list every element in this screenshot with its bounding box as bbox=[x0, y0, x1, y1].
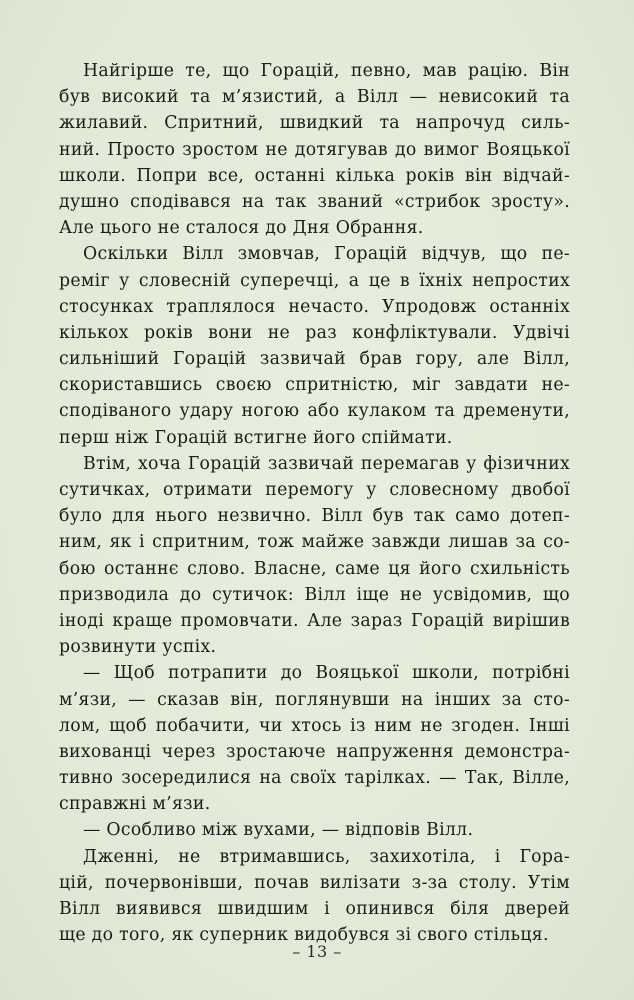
text-line: жилавий. Спритний, швидкий та напрочуд силь- bbox=[59, 113, 570, 134]
text-line: душно сподівався на так званий «стрибок зросту». bbox=[59, 191, 570, 212]
text-line: Втім, хоча Горацій зазвичай перемагав у фізичних bbox=[83, 453, 570, 474]
text-line: — Щоб потрапити до Вояцької школи, потрібні bbox=[83, 663, 570, 684]
text-line: ще до того, як суперник видобувся зі свого стільця. bbox=[59, 925, 549, 946]
text-line: скориставшись своєю спритністю, міг завдати не- bbox=[59, 375, 570, 396]
text-line: ний. Просто зростом не дотягував до вимог Вояцької bbox=[59, 139, 570, 160]
text-line: перш ніж Горацій встигне його спіймати. bbox=[59, 427, 453, 448]
page-number: – 13 – bbox=[292, 942, 342, 961]
body-text bbox=[59, 58, 570, 948]
text-line: сильніший Горацій зазвичай брав гору, але Вілл, bbox=[59, 349, 570, 370]
text-line: вихованці через зростаюче напруження демонстра- bbox=[59, 741, 570, 762]
text-line: був високий та м’язистий, а Вілл — невисокий та bbox=[59, 87, 570, 108]
text-line: — Особливо між вухами, — відповів Вілл. bbox=[83, 820, 474, 841]
text-line: цій, почервонівши, почав вилізати з-за столу. Утім bbox=[59, 872, 570, 893]
text-line: було для нього незвично. Вілл був так само дотеп- bbox=[59, 506, 570, 527]
paragraph-5 bbox=[83, 817, 570, 843]
text-line: Але цього не сталося до Дня Обрання. bbox=[59, 218, 424, 239]
text-line: кількох років вони не раз конфліктували. Удвічі bbox=[59, 322, 570, 343]
text-line: сутичках, отримати перемогу у словесному двобої bbox=[59, 480, 570, 500]
text-line: тивно зосередилися на своїх тарілках. — Так, Вілле, bbox=[59, 768, 570, 789]
text-line: бою останнє слово. Власне, саме ця його схильність bbox=[59, 558, 570, 579]
paragraph-2 bbox=[59, 241, 570, 451]
text-line: сподіваного удару ногою або кулаком та дременути, bbox=[59, 401, 570, 422]
paragraph-6 bbox=[59, 844, 570, 949]
text-line: м’язи, — сказав він, поглянувши на інших за сто- bbox=[59, 689, 570, 710]
text-line: ним, як і спритним, тож майже завжди лишав за со- bbox=[59, 532, 570, 553]
text-line: Найгірше те, що Горацій, певно, мав рацію. Він bbox=[83, 61, 570, 81]
paragraph-1 bbox=[59, 58, 570, 241]
text-line: лом, щоб побачити, чи хтось із ним не згоден. Інші bbox=[59, 715, 570, 736]
text-line: іноді краще промовчати. Але зараз Горацій вирішив bbox=[59, 610, 570, 631]
text-line: призводила до сутичок: Вілл іще не усвідомив, що bbox=[59, 584, 570, 605]
text-line: стосунках траплялося нечасто. Упродовж останніх bbox=[59, 296, 570, 317]
text-line: Вілл виявився швидшим і опинився біля дверей bbox=[59, 899, 570, 919]
paragraph-3 bbox=[59, 451, 570, 661]
paragraph-4 bbox=[59, 660, 570, 817]
text-line: справжні м’язи. bbox=[59, 794, 211, 815]
text-line: реміг у словесній суперечці, а це в їхніх непростих bbox=[59, 270, 570, 291]
text-line: розвинути успіх. bbox=[59, 637, 217, 658]
text-line: Дженні, не втримавшись, захихотіла, і Гора- bbox=[83, 846, 570, 867]
text-line: Оскільки Вілл змовчав, Горацій відчув, що пе- bbox=[83, 244, 570, 265]
text-line: школи. Попри все, останні кілька років він відчай- bbox=[59, 165, 570, 186]
